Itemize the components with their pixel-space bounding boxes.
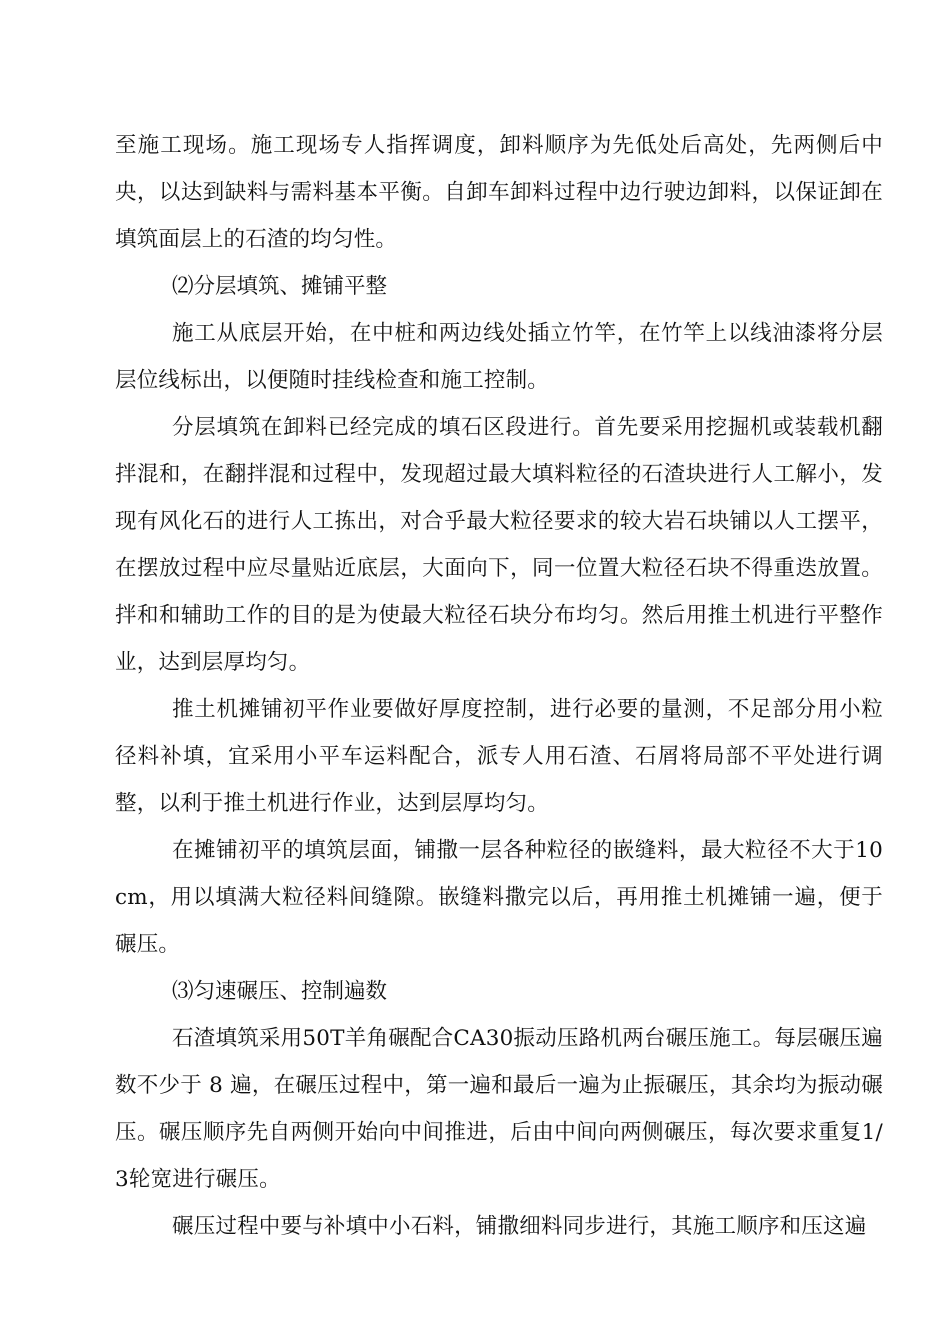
paragraph-bamboo-markers: 施工从底层开始，在中桩和两边线处插立竹竿，在竹竿上以线油漆将分层层位线标出，以便随时挂线检查和施工控制。 bbox=[115, 321, 883, 393]
paragraph-compaction-process: 碾压过程中要与补填中小石料，铺撒细料同步进行，其施工顺序和压这遍 bbox=[172, 1214, 867, 1239]
heading-layered-filling: ⑵分层填筑、摊铺平整 bbox=[172, 274, 388, 299]
heading-uniform-compaction: ⑶匀速碾压、控制遍数 bbox=[172, 979, 388, 1004]
paragraph-delivery-to-site: 至施工现场。施工现场专人指挥调度，卸料顺序为先低处后高处，先两侧后中央，以达到缺料与需料基本平衡。自卸车卸料过程中边行驶边卸料，以保证卸在填筑面层上的石渣的均匀性。 bbox=[115, 133, 883, 252]
paragraph-bulldozer-leveling: 推土机摊铺初平作业要做好厚度控制，进行必要的量测，不足部分用小粒径料补填，宜采用小平车运料配合，派专人用石渣、石屑将局部不平处进行调整，以利于推土机进行作业，达到层厚均匀。 bbox=[115, 697, 883, 816]
paragraph-layered-filling: 分层填筑在卸料已经完成的填石区段进行。首先要采用挖掘机或装载机翻拌混和，在翻拌混和过程中，发现超过最大填料粒径的石渣块进行人工解小，发现有风化石的进行人工拣出，对合乎最大粒径要求的较大岩石块铺以人工摆平，在摆放过程中应尽量贴近底层，大面向下，同一位置大粒径石块不得重迭放置。拌和和辅助工作的目的是为使最大粒径石块分布均匀。然后用推土机进行平整作业，达到层厚均匀。 bbox=[115, 415, 883, 675]
paragraph-joint-filler: 在摊铺初平的填筑层面，铺撒一层各种粒径的嵌缝料，最大粒径不大于10cm，用以填满大粒径料间缝隙。嵌缝料撒完以后，再用推土机摊铺一遍，便于碾压。 bbox=[115, 838, 883, 957]
document-body bbox=[115, 122, 883, 1250]
paragraph-compaction-method: 石渣填筑采用50T羊角碾配合CA30振动压路机两台碾压施工。每层碾压遍数不少于 8 遍，在碾压过程中，第一遍和最后一遍为止振碾压，其余均为振动碾压。碾压顺序先自两侧开始向中间推进，后由中间向两侧碾压，每次要求重复1/3轮宽进行碾压。 bbox=[115, 1026, 883, 1192]
